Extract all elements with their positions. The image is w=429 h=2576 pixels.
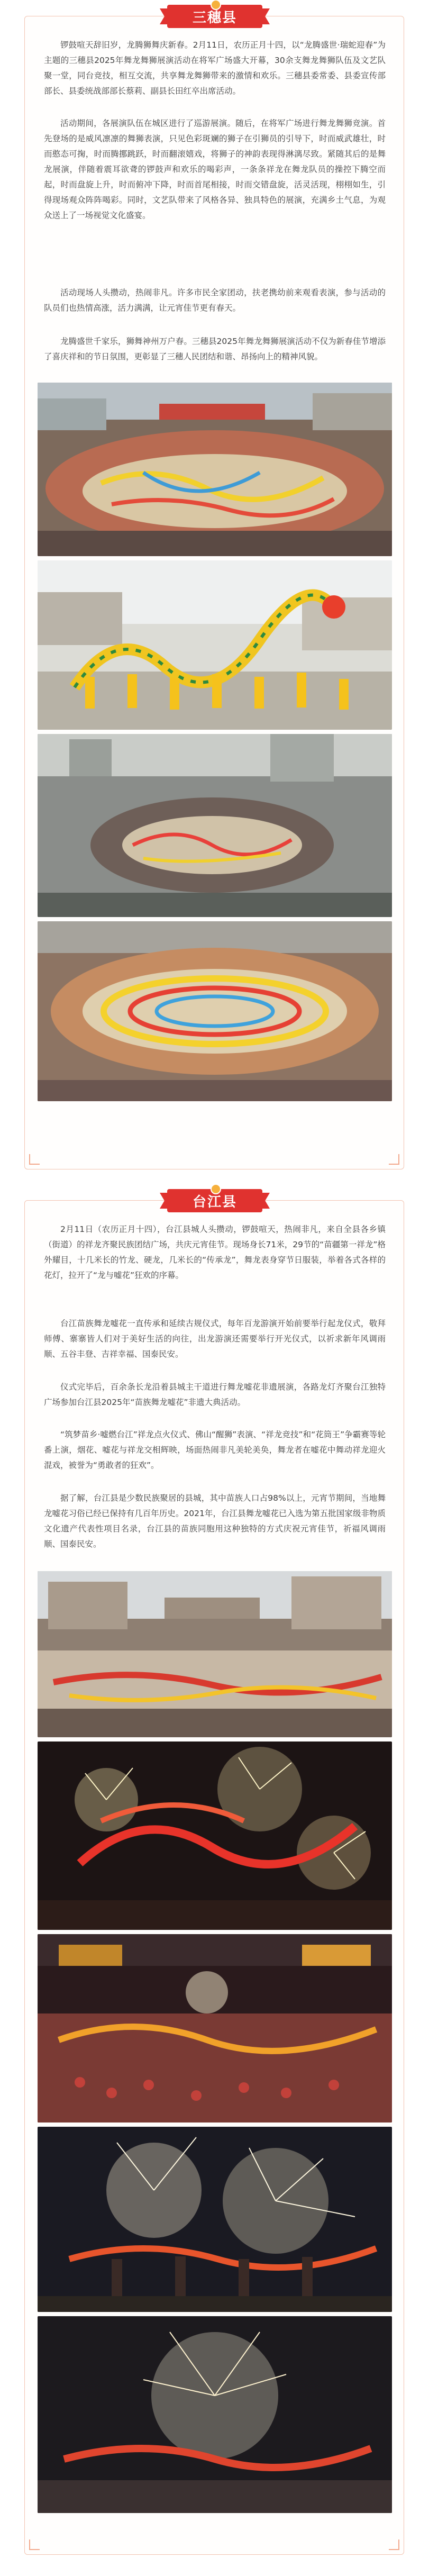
photo-aerial-view [38,734,392,917]
corner-ornament [389,1154,399,1165]
badge-pin-icon [211,0,221,10]
section-title-badge [167,1189,262,1212]
corner-ornament [29,1154,40,1165]
badge-pin-icon [211,1184,221,1194]
paragraph: 锣鼓喧天辞旧岁，龙腾狮舞庆新春。2月11日，农历正月十四，以“龙腾盛世·瑞蛇迎春”为主题的三穗县2025年舞龙舞狮展演活动在将军广场盛大开幕，30余支舞龙舞狮队伍及文艺队聚一堂，同台竞技，相互交流，共享舞龙舞狮带来的激情和欢乐。三穗县委常委、县委宣传部部长、县委统战部部长蔡莉、副县长田红卒出席活动。 [44,40,386,96]
section-title: 三穗县 [192,10,237,26]
photo-dragon-circle [38,921,392,1101]
photo-finale [38,2316,392,2513]
photo-night-crowd [38,1934,392,2123]
paragraph: 2月11日（农历正月十四），台江县城人头攒动，锣鼓喧天，热闹非凡，来自全县各乡镇（街道）的祥龙齐聚民族团结广场，共庆元宵佳节。现场身长71米，29节的“苗疆第一祥龙”格外耀目，十几米长的竹龙、硬龙，几米长的“传承龙”，舞龙表身穿节日服装，举着各式各样的花灯，拉开了“龙与嘘花”狂欢的序幕。 [44,1224,386,1280]
paragraph: 活动期间，各展演队伍在城区进行了巡游展演。随后，在将军广场进行舞龙舞狮竞演。首先登场的是威风凛凛的舞狮表演，只见色彩斑斓的狮子在引狮员的引导下，时而威武雄壮，时而憨态可掬，时而腾挪跳跃，时而翻滚嬉戏，将狮子的神韵表现得淋漓尽致。紧随其后的是舞龙展演，伴随着震耳欲聋的锣鼓声和欢乐的喝彩声，一条条祥龙在舞龙队员的操控下腾空而起，时而盘旋上升，时而俯冲下降，时而首尾相接，时而交错盘旋，活灵活现，栩栩如生，引得现场观众阵阵喝彩。同时，文艺队带来了风格各异、独具特色的展演，充满乡土气息，为观众送上了一场视觉文化盛宴。 [44,119,386,220]
photo-street-crowd [38,1571,392,1737]
paragraph: 活动现场人头攒动，热闹非凡。许多市民全家团动，扶老携幼前来观看表演，参与活动的队员们也热情高涨，活力满满，让元宵佳节更有春天。 [44,288,386,313]
section-taijiang [24,1194,404,2555]
paragraph: 仪式完毕后，百余条长龙沿着县城主干道进行舞龙嘘花非遗展演，各路龙灯齐聚台江独特广场参加台江县2025年“苗族舞龙嘘花”非遗大典活动。 [44,1382,386,1407]
section-title-badge [167,5,262,28]
paragraph: 据了解，台江县是少数民族聚居的县城，其中苗族人口占98%以上，元宵节期间，当地舞龙嘘花习俗已经已保持有几百年历史。2021年，台江县舞龙嘘花已入选为第五批国家级非物质文化遗产代表性项目名录，台江县的苗族同胞用这种独特的方式庆祝元宵佳节，祈福风调雨顺、国泰民安。 [44,1493,386,1549]
photo-dragon-dancers [38,560,392,730]
photo-fireworks-dragon [38,1741,392,1930]
section-sansui [24,10,404,1169]
photo-sparks-performers [38,2127,392,2312]
paragraph: 龙腾盛世千家乐，狮舞神州万户春。三穗县2025年舞龙舞狮展演活动不仅为新春佳节增添了喜庆祥和的节日氛围，更彰显了三穗人民团结和谐、昂扬向上的精神风貌。 [44,337,386,361]
corner-ornament [389,2539,399,2550]
photo-square-performance [38,383,392,556]
section-title: 台江县 [192,1194,237,1210]
paragraph: “筑梦苗乡·嘘燃台江”祥龙点火仪式、佛山“醒狮”表演、“祥龙竞技”和“花筒王”争霸赛等轮番上演，烟花、嘘花与祥龙交相辉映，场面热闹非凡美轮美奂，舞龙者在嘘花中舞动祥龙迎火混戏，被誉为“勇敢者的狂欢”。 [44,1430,386,1470]
paragraph: 台江苗族舞龙嘘花一直传承和延续古规仪式，每年百龙游演开始前要举行起龙仪式，敬拜师傅、寨寨皆人们对于美好生活的向往，出龙游演还需要举行开光仪式，以祈求新年风调雨顺、五谷丰登、吉祥幸福、国泰民安。 [44,1319,386,1359]
corner-ornament [29,2539,40,2550]
